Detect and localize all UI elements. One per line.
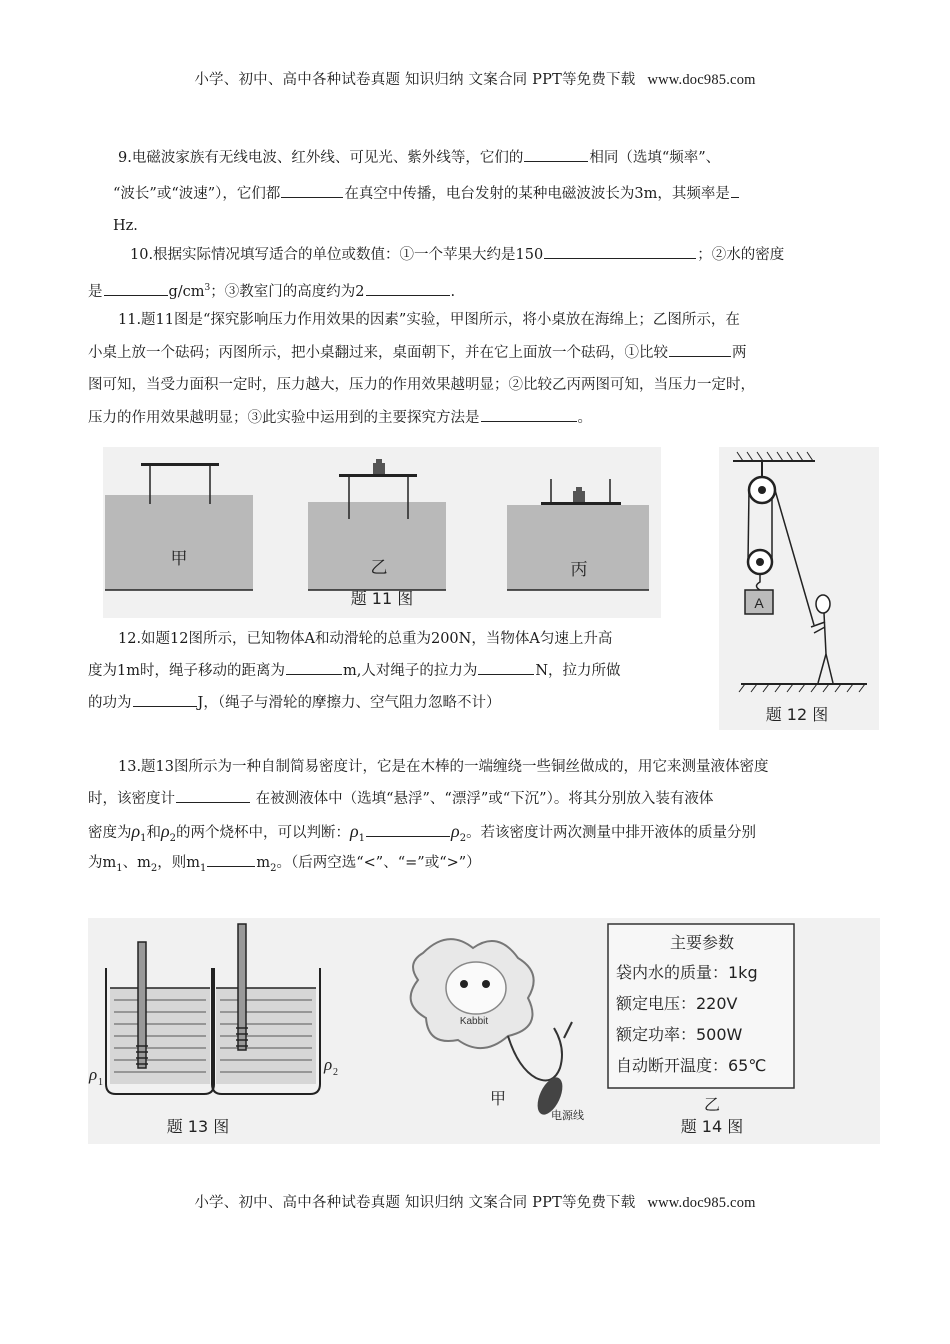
q13-rho2: ρ xyxy=(161,821,170,841)
sponge-jia xyxy=(105,495,253,590)
q13-text-4d: m xyxy=(256,855,271,871)
table-yi xyxy=(339,474,417,477)
param-2: 额定电压：220V xyxy=(616,994,738,1013)
beaker-1 xyxy=(106,968,214,1094)
weight-bing xyxy=(573,491,585,502)
fig11-label-jia: 甲 xyxy=(170,549,188,569)
fig13-sub2: 2 xyxy=(333,1067,338,1078)
q10-text-1: 10.根据实际情况填写适合的单位或数值：①一个苹果大约是150 xyxy=(130,247,544,263)
q11-text-4b: 。 xyxy=(577,410,592,426)
q13-and: 和 xyxy=(146,825,162,841)
question-11-line2 xyxy=(88,338,888,369)
toy-label: Kabbit xyxy=(459,1016,489,1027)
q13-text-2a: 时，该密度计 xyxy=(88,791,175,807)
weight-yi xyxy=(373,463,385,474)
fig12-caption: 题 12 图 xyxy=(765,705,829,724)
question-13-line2 xyxy=(88,784,888,815)
q13-blank-3 xyxy=(207,849,255,867)
q11-text-2a: 小桌上放一个砝码；丙图所示，把小桌翻过来，桌面朝下，并在它上面放一个砝码，①比较 xyxy=(88,345,668,361)
q13-text-4c: ，则m xyxy=(157,855,200,871)
question-12-line3 xyxy=(88,688,708,719)
densimeter-2 xyxy=(238,924,246,1050)
question-12-line1 xyxy=(118,624,708,655)
fig13-rho1: ρ xyxy=(89,1065,98,1084)
q13-rho1: ρ xyxy=(131,821,141,841)
fig13-rho2: ρ xyxy=(324,1055,333,1074)
q13-text-4a: 为m xyxy=(88,855,117,871)
q13-text-3c: 。若该密度计两次测量中排开液体的质量分别 xyxy=(466,825,757,841)
q13-text-3b: 的两个烧杯中，可以判断： xyxy=(176,825,351,841)
q10-text-3: 是 xyxy=(88,283,103,300)
param-4: 自动断开温度：65℃ xyxy=(616,1056,767,1075)
q13-m-sub1: 1 xyxy=(116,862,123,874)
table-jia xyxy=(141,463,219,466)
fig11-label-yi: 乙 xyxy=(370,558,388,578)
q13-rho4: ρ xyxy=(451,821,460,841)
q10-text-5: ；③教室门的高度约为2 xyxy=(210,283,365,300)
fig13-caption: 题 13 图 xyxy=(166,1117,230,1136)
q10-blank-2 xyxy=(104,278,168,296)
question-11-line1 xyxy=(118,305,888,336)
power-cord xyxy=(508,1022,572,1118)
q13-m-sub3: 1 xyxy=(200,862,207,874)
q12-text-3a: 的功为 xyxy=(88,695,132,711)
question-10-line1 xyxy=(130,240,900,271)
question-13-line4 xyxy=(88,848,888,884)
header-url: www.doc985.com xyxy=(647,72,756,88)
q13-text-1: 13.题13图所示为一种自制简易密度计，它是在木棒的一端缠绕一些铜丝做成的，用它来测量液体密度 xyxy=(118,759,769,775)
q12-text-2b: m,人对绳子的拉力为 xyxy=(342,663,478,679)
q11-text-2b: 两 xyxy=(732,345,747,361)
fig11-caption: 题 11 图 xyxy=(350,589,414,608)
q9-blank-1 xyxy=(524,144,588,162)
q9-blank-2 xyxy=(281,180,343,198)
fig14-label-yi: 乙 xyxy=(703,1095,721,1114)
figure-12 xyxy=(719,447,879,730)
fig13-sub1: 1 xyxy=(98,1077,103,1088)
question-11-line3 xyxy=(88,370,888,401)
q13-blank-1 xyxy=(176,785,250,803)
q12-blank-3 xyxy=(133,689,197,707)
q11-blank-2 xyxy=(481,404,577,422)
fig14-label-jia: 甲 xyxy=(489,1089,507,1108)
q12-text-2a: 度为1m时，绳子移动的距离为 xyxy=(88,663,285,679)
footer-url: www.doc985.com xyxy=(647,1195,756,1211)
footer-text: 小学、初中、高中各种试卷真题 知识归纳 文案合同 PPT等免费下载 xyxy=(194,1195,636,1211)
table-bing xyxy=(541,502,621,505)
figure-13-14 xyxy=(88,918,880,1144)
question-13-line1 xyxy=(118,752,888,783)
q13-sub3: 1 xyxy=(358,832,366,844)
q10-blank-1 xyxy=(544,241,696,259)
q13-text-2b: 在被测液体中（选填“悬浮”、“漂浮”或“下沉”）。将其分别放入装有液体 xyxy=(255,791,714,807)
q10-text-2: ；②水的密度 xyxy=(697,247,785,263)
q13-m-sub2: 2 xyxy=(150,862,158,874)
q13-sub4: 2 xyxy=(459,832,467,844)
q13-text-3a: 密度为 xyxy=(88,825,132,841)
person xyxy=(811,595,833,683)
header-text: 小学、初中、高中各种试卷真题 知识归纳 文案合同 PPT等免费下载 xyxy=(194,72,636,88)
question-9-line1 xyxy=(118,143,878,174)
q13-blank-2 xyxy=(366,819,450,837)
params-title: 主要参数 xyxy=(669,933,735,952)
fig14-caption: 题 14 图 xyxy=(680,1117,744,1136)
q11-text-4a: 压力的作用效果越明显；③此实验中运用到的主要探究方法是 xyxy=(88,410,480,426)
q12-blank-2 xyxy=(478,657,534,675)
q10-blank-3 xyxy=(366,278,450,296)
beaker-2 xyxy=(212,968,320,1094)
q13-text-4b: 、m xyxy=(122,855,151,871)
question-9-line3 xyxy=(113,211,138,242)
q9-text-4: 在真空中传播，电台发射的某种电磁波波长为3m，其频率是 xyxy=(344,186,730,202)
weight-a-label: A xyxy=(754,595,764,611)
page-footer xyxy=(0,1191,950,1212)
q13-rho3: ρ xyxy=(350,821,359,841)
question-10-line2 xyxy=(88,273,888,308)
q12-text-2c: N，拉力所做 xyxy=(535,663,621,679)
param-3: 额定功率：500W xyxy=(616,1025,743,1044)
q13-m-sub4: 2 xyxy=(270,862,277,874)
q11-text-1: 11.题11图是“探究影响压力作用效果的因素”实验，甲图所示，将小桌放在海绵上；乙图所示，在 xyxy=(118,312,740,328)
q9-text-5: Hz. xyxy=(113,218,138,234)
page-header xyxy=(0,68,950,89)
question-11-line4 xyxy=(88,403,888,434)
fig11-label-bing: 丙 xyxy=(570,560,588,580)
q11-blank-1 xyxy=(669,339,731,357)
figure-11 xyxy=(103,447,661,618)
densimeter-1 xyxy=(138,942,146,1068)
q12-blank-1 xyxy=(286,657,342,675)
q10-text-6: . xyxy=(450,283,456,300)
q9-text-2: 相同（选填“频率”、 xyxy=(589,150,721,166)
q11-text-3: 图可知，当受力面积一定时，压力越大，压力的作用效果越明显；②比较乙丙两图可知，当压力一定时， xyxy=(88,377,755,393)
q12-text-3b: J，（绳子与滑轮的摩擦力、空气阻力忽略不计） xyxy=(197,695,501,711)
q10-sup: 3 xyxy=(204,283,211,293)
q9-text-1: 9.电磁波家族有无线电波、红外线、可见光、紫外线等，它们的 xyxy=(118,150,524,166)
q9-text-3: “波长”或“波速”），它们都 xyxy=(113,186,281,202)
question-12-line2 xyxy=(88,656,708,687)
hot-water-bag xyxy=(411,939,534,1048)
q9-blank-3 xyxy=(731,180,739,198)
q13-text-4e: 。（后两空选“<”、“=”或“>”） xyxy=(276,855,481,871)
param-1: 袋内水的质量：1kg xyxy=(616,963,758,982)
question-9-line2 xyxy=(113,179,893,210)
q10-text-4: g/cm xyxy=(168,283,205,300)
q13-sub1: 1 xyxy=(140,832,147,844)
q12-text-1: 12.如题12图所示，已知物体A和动滑轮的总重为200N，当物体A匀速上升高 xyxy=(118,631,613,647)
q13-sub2: 2 xyxy=(169,832,177,844)
cord-label: 电源线 xyxy=(551,1109,584,1122)
